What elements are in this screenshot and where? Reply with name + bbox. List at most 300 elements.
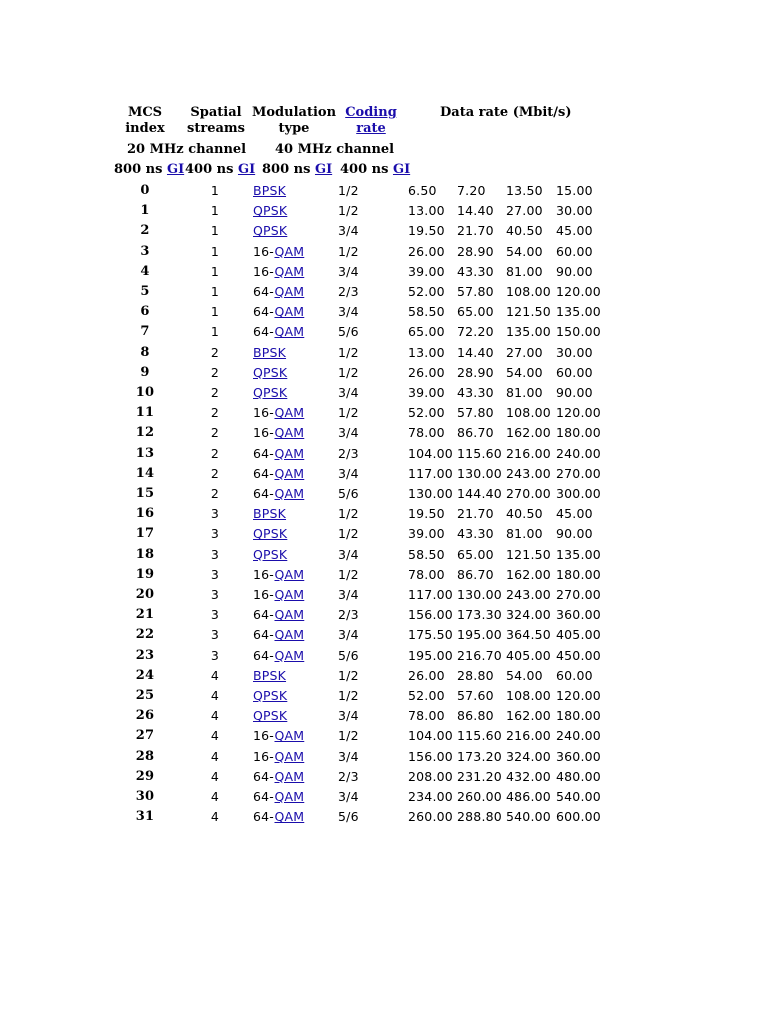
coding-rate-cell: 1/2 xyxy=(338,203,359,219)
mcs-index-cell: 17 xyxy=(135,526,155,542)
mcs-index-cell: 30 xyxy=(135,789,155,804)
spatial-streams-cell: 2 xyxy=(210,486,220,501)
table-row xyxy=(0,444,768,464)
gi-800-label: 800 ns xyxy=(114,162,163,177)
rate-40mhz-800ns-cell: 54.00 xyxy=(506,364,543,380)
spatial-streams-cell: 4 xyxy=(210,667,220,683)
coding-rate-cell: 3/4 xyxy=(338,223,359,239)
coding-rate-cell: 3/4 xyxy=(338,627,359,643)
header-modulation-line2: type xyxy=(278,121,310,136)
modulation-link[interactable]: BPSK xyxy=(253,344,287,360)
rate-20mhz-400ns-cell: 173.20 xyxy=(457,748,502,764)
modulation-link[interactable]: QPSK xyxy=(253,688,288,703)
gi-header-4 xyxy=(340,162,410,178)
coding-rate-cell: 1/2 xyxy=(338,183,359,198)
rate-20mhz-800ns-cell: 104.00 xyxy=(408,728,453,744)
modulation-cell xyxy=(253,183,286,199)
modulation-cell xyxy=(253,223,287,239)
table-row xyxy=(0,545,768,565)
rate-40mhz-400ns-cell: 45.00 xyxy=(556,223,593,239)
mcs-index-cell: 31 xyxy=(135,809,155,825)
coding-rate-cell: 1/2 xyxy=(338,364,359,380)
rate-20mhz-800ns-cell: 19.50 xyxy=(408,506,445,522)
rate-20mhz-400ns-cell: 21.70 xyxy=(457,506,494,522)
mcs-index-cell: 13 xyxy=(135,445,155,461)
header-40mhz-channel: 40 MHz channel xyxy=(275,142,395,157)
rate-20mhz-400ns-cell: 260.00 xyxy=(457,789,502,804)
coding-link[interactable]: Coding xyxy=(345,105,397,120)
spatial-streams-cell: 3 xyxy=(210,587,220,602)
rate-20mhz-400ns-cell: 115.60 xyxy=(457,445,502,461)
table-row xyxy=(0,686,768,706)
coding-rate-cell: 3/4 xyxy=(338,708,359,724)
modulation-cell xyxy=(253,244,304,260)
rate-link[interactable]: rate xyxy=(356,121,386,136)
rate-40mhz-800ns-cell: 40.50 xyxy=(506,223,543,239)
mcs-index-cell: 1 xyxy=(140,203,150,219)
rate-40mhz-400ns-cell: 45.00 xyxy=(556,506,593,522)
modulation-prefix: 64- xyxy=(253,647,275,663)
mcs-index-cell: 3 xyxy=(140,243,150,259)
rate-20mhz-800ns-cell: 13.00 xyxy=(408,203,445,219)
table-row xyxy=(0,504,768,524)
rate-20mhz-400ns-cell: 57.60 xyxy=(457,688,494,703)
spatial-streams-cell: 1 xyxy=(210,284,220,299)
rate-40mhz-800ns-cell: 324.00 xyxy=(506,607,551,623)
modulation-link[interactable]: QAM xyxy=(274,284,305,299)
modulation-prefix: 64- xyxy=(253,284,275,299)
modulation-prefix: 16- xyxy=(253,566,275,582)
rate-20mhz-800ns-cell: 156.00 xyxy=(408,607,453,623)
modulation-cell xyxy=(253,688,287,704)
rate-40mhz-400ns-cell: 405.00 xyxy=(556,627,601,643)
spatial-streams-cell: 4 xyxy=(210,728,220,744)
modulation-link[interactable]: QPSK xyxy=(253,708,288,724)
rate-20mhz-800ns-cell: 117.00 xyxy=(408,465,453,481)
rate-40mhz-400ns-cell: 360.00 xyxy=(556,748,601,764)
rate-20mhz-800ns-cell: 39.00 xyxy=(408,526,445,542)
modulation-prefix: 16- xyxy=(253,243,275,259)
rate-40mhz-800ns-cell: 540.00 xyxy=(506,809,551,825)
rate-40mhz-400ns-cell: 30.00 xyxy=(556,344,593,360)
table-row xyxy=(0,565,768,585)
rate-20mhz-800ns-cell: 26.00 xyxy=(408,364,445,380)
rate-20mhz-800ns-cell: 39.00 xyxy=(408,263,445,279)
modulation-link[interactable]: QPSK xyxy=(253,364,288,380)
rate-40mhz-400ns-cell: 240.00 xyxy=(556,445,601,461)
modulation-cell xyxy=(253,365,287,381)
rate-20mhz-400ns-cell: 65.00 xyxy=(457,546,494,562)
rate-20mhz-400ns-cell: 7.20 xyxy=(457,183,486,198)
header-coding-rate xyxy=(340,105,402,137)
gi-link[interactable]: GI xyxy=(166,162,185,177)
spatial-streams-cell: 3 xyxy=(210,607,220,623)
coding-rate-cell: 3/4 xyxy=(338,263,359,279)
rate-40mhz-800ns-cell: 405.00 xyxy=(506,647,551,663)
mcs-index-cell: 9 xyxy=(140,364,150,380)
mcs-index-cell: 5 xyxy=(140,284,150,299)
modulation-cell xyxy=(253,789,304,805)
modulation-cell xyxy=(253,648,304,664)
modulation-cell xyxy=(253,466,304,482)
rate-20mhz-400ns-cell: 288.80 xyxy=(457,809,502,825)
spatial-streams-cell: 3 xyxy=(210,627,220,643)
modulation-link[interactable]: QAM xyxy=(274,748,305,764)
modulation-link[interactable]: QPSK xyxy=(253,203,288,219)
spatial-streams-cell: 3 xyxy=(210,647,220,663)
mcs-index-cell: 16 xyxy=(135,506,155,522)
table-row xyxy=(0,423,768,443)
coding-rate-cell: 3/4 xyxy=(338,304,359,320)
coding-rate-cell: 3/4 xyxy=(338,587,359,602)
mcs-index-cell: 12 xyxy=(135,425,155,441)
modulation-cell xyxy=(253,587,304,603)
rate-40mhz-800ns-cell: 243.00 xyxy=(506,465,551,481)
rate-20mhz-800ns-cell: 130.00 xyxy=(408,486,453,501)
rate-20mhz-400ns-cell: 14.40 xyxy=(457,203,494,219)
rate-40mhz-800ns-cell: 135.00 xyxy=(506,324,551,340)
modulation-cell xyxy=(253,506,286,522)
table-row xyxy=(0,787,768,807)
rate-20mhz-800ns-cell: 78.00 xyxy=(408,708,445,724)
modulation-link[interactable]: QAM xyxy=(274,728,305,744)
modulation-prefix: 64- xyxy=(253,768,275,784)
rate-20mhz-400ns-cell: 115.60 xyxy=(457,728,502,744)
coding-rate-cell: 3/4 xyxy=(338,425,359,441)
rate-20mhz-800ns-cell: 19.50 xyxy=(408,223,445,239)
mcs-index-cell: 2 xyxy=(140,223,150,239)
rate-40mhz-800ns-cell: 486.00 xyxy=(506,789,551,804)
gi-link[interactable]: GI xyxy=(237,162,256,177)
mcs-index-cell: 0 xyxy=(140,183,150,198)
rate-20mhz-800ns-cell: 52.00 xyxy=(408,405,445,421)
table-row xyxy=(0,726,768,746)
coding-rate-cell: 1/2 xyxy=(338,506,359,522)
rate-20mhz-800ns-cell: 156.00 xyxy=(408,748,453,764)
spatial-streams-cell: 1 xyxy=(210,263,220,279)
modulation-link[interactable]: QAM xyxy=(274,465,305,481)
modulation-link[interactable]: QAM xyxy=(274,425,305,441)
table-row xyxy=(0,585,768,605)
table-row xyxy=(0,363,768,383)
rate-40mhz-800ns-cell: 108.00 xyxy=(506,405,551,421)
rate-20mhz-800ns-cell: 52.00 xyxy=(408,688,445,703)
rate-40mhz-400ns-cell: 600.00 xyxy=(556,809,601,825)
rate-20mhz-800ns-cell: 26.00 xyxy=(408,667,445,683)
modulation-cell xyxy=(253,526,287,542)
modulation-cell xyxy=(253,405,304,421)
gi-800-label: 800 ns xyxy=(262,162,311,177)
rate-40mhz-400ns-cell: 150.00 xyxy=(556,324,601,340)
modulation-link[interactable]: QAM xyxy=(274,587,305,602)
table-row xyxy=(0,464,768,484)
spatial-streams-cell: 1 xyxy=(210,183,220,198)
gi-header-1 xyxy=(114,162,184,178)
coding-rate-cell: 1/2 xyxy=(338,526,359,542)
modulation-link[interactable]: QPSK xyxy=(253,385,288,400)
rate-40mhz-400ns-cell: 120.00 xyxy=(556,688,601,703)
mcs-index-cell: 10 xyxy=(135,385,155,400)
modulation-link[interactable]: QAM xyxy=(274,607,305,623)
mcs-index-cell: 8 xyxy=(140,344,150,360)
mcs-index-cell: 29 xyxy=(135,768,155,784)
spatial-streams-cell: 2 xyxy=(210,405,220,421)
header-modulation-line1: Modulation xyxy=(252,105,337,120)
rate-20mhz-400ns-cell: 65.00 xyxy=(457,304,494,320)
modulation-cell xyxy=(253,708,287,724)
rate-40mhz-800ns-cell: 108.00 xyxy=(506,284,551,299)
rate-40mhz-400ns-cell: 180.00 xyxy=(556,566,601,582)
mcs-index-cell: 4 xyxy=(140,263,150,279)
rate-20mhz-400ns-cell: 86.70 xyxy=(457,566,494,582)
modulation-cell xyxy=(253,304,304,320)
rate-40mhz-800ns-cell: 40.50 xyxy=(506,506,543,522)
rate-40mhz-400ns-cell: 480.00 xyxy=(556,768,601,784)
rate-20mhz-800ns-cell: 58.50 xyxy=(408,546,445,562)
mcs-index-cell: 26 xyxy=(135,708,155,724)
rate-40mhz-400ns-cell: 60.00 xyxy=(556,667,593,683)
modulation-link[interactable]: QAM xyxy=(274,304,305,320)
mcs-index-cell: 22 xyxy=(135,627,155,643)
modulation-prefix: 64- xyxy=(253,445,275,461)
rate-20mhz-400ns-cell: 14.40 xyxy=(457,344,494,360)
spatial-streams-cell: 4 xyxy=(210,809,220,825)
spatial-streams-cell: 4 xyxy=(210,688,220,703)
rate-20mhz-800ns-cell: 260.00 xyxy=(408,809,453,825)
coding-rate-cell: 2/3 xyxy=(338,445,359,461)
spatial-streams-cell: 1 xyxy=(210,223,220,239)
modulation-prefix: 16- xyxy=(253,587,275,602)
spatial-streams-cell: 2 xyxy=(210,385,220,400)
mcs-index-cell: 28 xyxy=(135,748,155,764)
modulation-cell xyxy=(253,547,287,563)
spatial-streams-cell: 1 xyxy=(210,203,220,219)
table-row xyxy=(0,807,768,827)
table-row xyxy=(0,242,768,262)
gi-400-label: 400 ns xyxy=(340,162,389,177)
coding-rate-cell: 5/6 xyxy=(338,809,359,825)
header-20mhz-channel: 20 MHz channel xyxy=(127,142,247,157)
gi-link[interactable]: GI xyxy=(392,162,411,177)
rate-20mhz-400ns-cell: 43.30 xyxy=(457,526,494,542)
mcs-index-cell: 20 xyxy=(135,587,155,602)
rate-40mhz-800ns-cell: 216.00 xyxy=(506,728,551,744)
spatial-streams-cell: 3 xyxy=(210,546,220,562)
modulation-cell xyxy=(253,668,286,684)
spatial-streams-cell: 3 xyxy=(210,506,220,522)
spatial-streams-cell: 4 xyxy=(210,748,220,764)
rate-40mhz-800ns-cell: 121.50 xyxy=(506,304,551,320)
modulation-prefix: 64- xyxy=(253,607,275,623)
rate-20mhz-400ns-cell: 28.90 xyxy=(457,243,494,259)
rate-40mhz-800ns-cell: 81.00 xyxy=(506,263,543,279)
modulation-link[interactable]: QAM xyxy=(274,647,305,663)
rate-40mhz-400ns-cell: 450.00 xyxy=(556,647,601,663)
table-row xyxy=(0,262,768,282)
mcs-index-cell: 7 xyxy=(140,324,150,340)
mcs-index-cell: 27 xyxy=(135,728,155,744)
modulation-prefix: 64- xyxy=(253,627,275,643)
coding-rate-cell: 5/6 xyxy=(338,647,359,663)
modulation-prefix: 64- xyxy=(253,809,275,825)
rate-40mhz-800ns-cell: 54.00 xyxy=(506,667,543,683)
rate-20mhz-400ns-cell: 130.00 xyxy=(457,465,502,481)
modulation-link[interactable]: QAM xyxy=(274,627,305,643)
modulation-link[interactable]: BPSK xyxy=(253,183,287,198)
rate-40mhz-400ns-cell: 270.00 xyxy=(556,465,601,481)
rate-40mhz-800ns-cell: 216.00 xyxy=(506,445,551,461)
table-row xyxy=(0,625,768,645)
rate-40mhz-800ns-cell: 27.00 xyxy=(506,203,543,219)
spatial-streams-cell: 3 xyxy=(210,526,220,542)
rate-40mhz-400ns-cell: 120.00 xyxy=(556,405,601,421)
modulation-cell xyxy=(253,749,304,765)
modulation-cell xyxy=(253,567,304,583)
spatial-streams-cell: 2 xyxy=(210,445,220,461)
table-row xyxy=(0,181,768,201)
header-mcs-line1: MCS xyxy=(127,105,163,120)
modulation-prefix: 16- xyxy=(253,405,275,421)
modulation-prefix: 64- xyxy=(253,465,275,481)
coding-rate-cell: 1/2 xyxy=(338,667,359,683)
spatial-streams-cell: 4 xyxy=(210,768,220,784)
modulation-cell xyxy=(253,809,304,825)
gi-header-3 xyxy=(262,162,332,178)
rate-20mhz-400ns-cell: 57.80 xyxy=(457,405,494,421)
coding-rate-cell: 2/3 xyxy=(338,607,359,623)
rate-40mhz-400ns-cell: 90.00 xyxy=(556,385,593,400)
table-row xyxy=(0,322,768,342)
coding-rate-cell: 1/2 xyxy=(338,405,359,421)
modulation-link[interactable]: QAM xyxy=(274,809,305,825)
rate-20mhz-400ns-cell: 21.70 xyxy=(457,223,494,239)
mcs-index-cell: 21 xyxy=(135,607,155,623)
modulation-link[interactable]: QPSK xyxy=(253,223,288,239)
gi-header-2 xyxy=(185,162,255,178)
gi-link[interactable]: GI xyxy=(314,162,333,177)
header-mcs-line2: index xyxy=(125,121,165,136)
rate-20mhz-800ns-cell: 13.00 xyxy=(408,344,445,360)
rate-40mhz-400ns-cell: 360.00 xyxy=(556,607,601,623)
rate-20mhz-800ns-cell: 117.00 xyxy=(408,587,453,602)
mcs-index-cell: 25 xyxy=(135,688,155,703)
rate-40mhz-400ns-cell: 60.00 xyxy=(556,364,593,380)
rate-40mhz-800ns-cell: 162.00 xyxy=(506,425,551,441)
header-spatial-line1: Spatial xyxy=(190,105,242,120)
modulation-cell xyxy=(253,486,304,502)
modulation-link[interactable]: QAM xyxy=(274,445,305,461)
spatial-streams-cell: 2 xyxy=(210,364,220,380)
modulation-prefix: 64- xyxy=(253,324,275,340)
modulation-cell xyxy=(253,607,304,623)
mcs-index-cell: 6 xyxy=(140,304,150,320)
rate-40mhz-800ns-cell: 270.00 xyxy=(506,486,551,501)
modulation-link[interactable]: QAM xyxy=(274,243,305,259)
coding-rate-cell: 1/2 xyxy=(338,566,359,582)
table-row xyxy=(0,302,768,322)
rate-40mhz-400ns-cell: 15.00 xyxy=(556,183,593,198)
coding-rate-cell: 1/2 xyxy=(338,344,359,360)
rate-20mhz-400ns-cell: 43.30 xyxy=(457,263,494,279)
rate-20mhz-400ns-cell: 216.70 xyxy=(457,647,502,663)
rate-20mhz-400ns-cell: 28.80 xyxy=(457,667,494,683)
modulation-link[interactable]: QAM xyxy=(274,486,305,501)
mcs-index-cell: 11 xyxy=(135,405,155,421)
rate-20mhz-800ns-cell: 195.00 xyxy=(408,647,453,663)
modulation-prefix: 16- xyxy=(253,728,275,744)
modulation-cell xyxy=(253,446,304,462)
rate-40mhz-400ns-cell: 135.00 xyxy=(556,304,601,320)
spatial-streams-cell: 2 xyxy=(210,344,220,360)
rate-40mhz-800ns-cell: 364.50 xyxy=(506,627,551,643)
header-spatial-line2: streams xyxy=(187,121,245,136)
gi-400-label: 400 ns xyxy=(185,162,234,177)
rate-40mhz-800ns-cell: 81.00 xyxy=(506,526,543,542)
rate-40mhz-800ns-cell: 324.00 xyxy=(506,748,551,764)
mcs-index-cell: 24 xyxy=(135,667,155,683)
mcs-index-cell: 23 xyxy=(135,647,155,663)
rate-40mhz-800ns-cell: 162.00 xyxy=(506,566,551,582)
modulation-link[interactable]: QAM xyxy=(274,789,305,804)
rate-40mhz-400ns-cell: 180.00 xyxy=(556,425,601,441)
modulation-link[interactable]: QAM xyxy=(274,405,305,421)
modulation-link[interactable]: QAM xyxy=(274,768,305,784)
rate-40mhz-800ns-cell: 432.00 xyxy=(506,768,551,784)
table-row xyxy=(0,221,768,241)
coding-rate-cell: 1/2 xyxy=(338,243,359,259)
coding-rate-cell: 3/4 xyxy=(338,465,359,481)
rate-40mhz-800ns-cell: 27.00 xyxy=(506,344,543,360)
modulation-link[interactable]: QAM xyxy=(274,263,305,279)
rate-40mhz-400ns-cell: 240.00 xyxy=(556,728,601,744)
rate-20mhz-800ns-cell: 175.50 xyxy=(408,627,453,643)
coding-rate-cell: 1/2 xyxy=(338,688,359,703)
modulation-link[interactable]: QAM xyxy=(274,324,305,340)
rate-20mhz-800ns-cell: 208.00 xyxy=(408,768,453,784)
modulation-cell xyxy=(253,203,287,219)
modulation-link[interactable]: QPSK xyxy=(253,546,288,562)
rate-40mhz-400ns-cell: 300.00 xyxy=(556,486,601,501)
modulation-prefix: 16- xyxy=(253,263,275,279)
modulation-cell xyxy=(253,627,304,643)
rate-40mhz-400ns-cell: 90.00 xyxy=(556,263,593,279)
mcs-index-cell: 19 xyxy=(135,566,155,582)
spatial-streams-cell: 2 xyxy=(210,425,220,441)
table-row xyxy=(0,484,768,504)
header-data-rate: Data rate (Mbit/s) xyxy=(440,105,572,120)
rate-40mhz-800ns-cell: 13.50 xyxy=(506,183,543,198)
table-row xyxy=(0,343,768,363)
rate-40mhz-800ns-cell: 243.00 xyxy=(506,587,551,602)
modulation-cell xyxy=(253,284,304,300)
modulation-cell xyxy=(253,324,304,340)
mcs-index-cell: 15 xyxy=(135,486,155,501)
modulation-link[interactable]: BPSK xyxy=(253,667,287,683)
coding-rate-cell: 2/3 xyxy=(338,284,359,299)
coding-rate-cell: 3/4 xyxy=(338,789,359,804)
rate-20mhz-400ns-cell: 144.40 xyxy=(457,486,502,501)
rate-20mhz-400ns-cell: 130.00 xyxy=(457,587,502,602)
rate-20mhz-800ns-cell: 65.00 xyxy=(408,324,445,340)
table-row xyxy=(0,403,768,423)
rate-20mhz-800ns-cell: 26.00 xyxy=(408,243,445,259)
coding-rate-cell: 3/4 xyxy=(338,546,359,562)
table-row xyxy=(0,282,768,302)
modulation-link[interactable]: BPSK xyxy=(253,506,287,522)
modulation-link[interactable]: QAM xyxy=(274,566,305,582)
modulation-link[interactable]: QPSK xyxy=(253,526,288,542)
table-row xyxy=(0,201,768,221)
